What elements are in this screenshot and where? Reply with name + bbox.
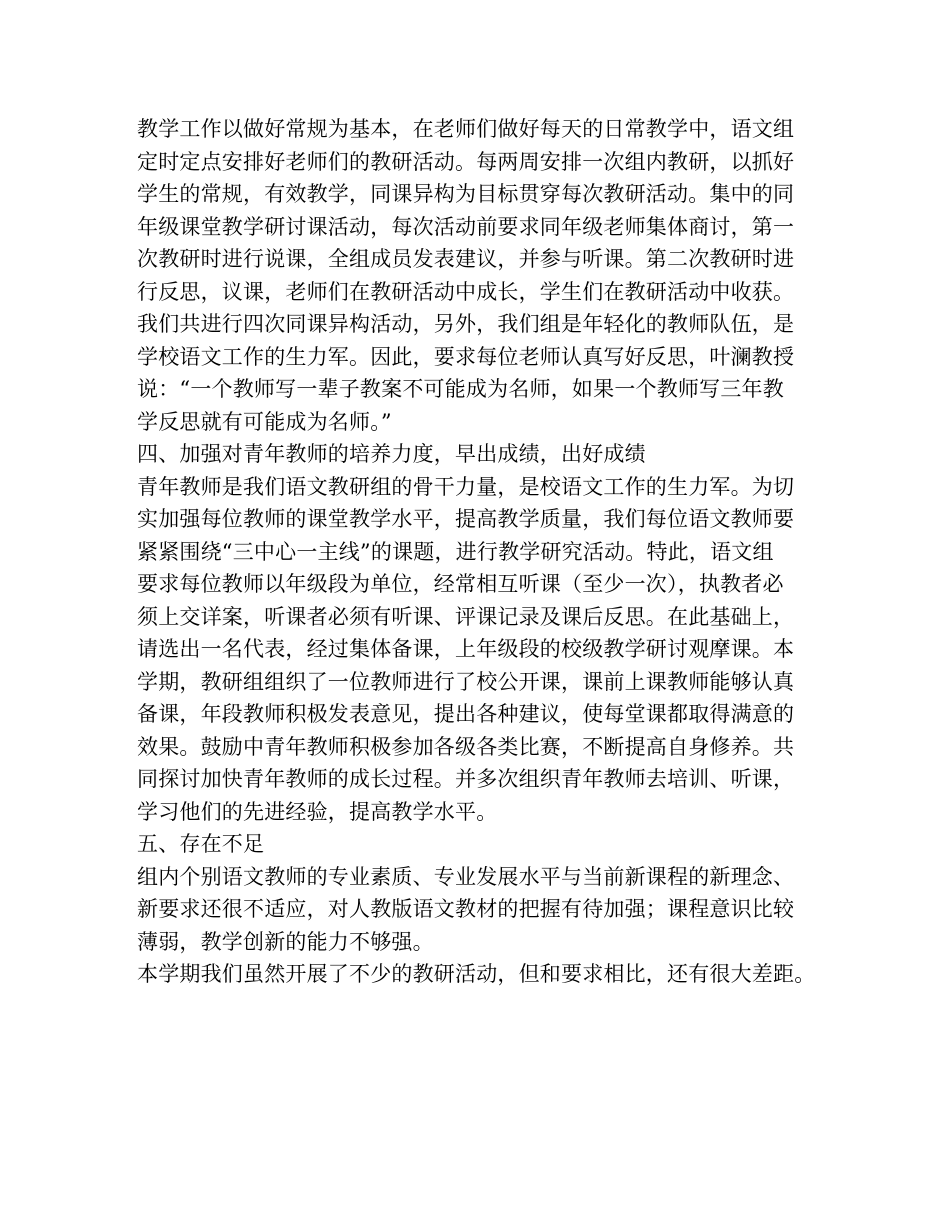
text-line-13: 实加强每位教师的课堂教学水平，提高教学质量，我们每位语文教师要	[137, 507, 795, 531]
document-body	[137, 113, 827, 991]
text-line-5: 次教研时进行说课，全组成员发表建议，并参与听课。第二次教研时进	[137, 247, 795, 271]
text-line-15: 要求每位教师以年级段为单位，经常相互听课（至少一次），执教者必	[137, 572, 784, 596]
text-line-24: 组内个别语文教师的专业素质、专业发展水平与当前新课程的新理念、	[137, 864, 795, 889]
text-line-22: 学习他们的先进经验，提高教学水平。	[137, 799, 498, 824]
text-line-25: 新要求还很不适应，对人教版语文教材的把握有待加强；课程意识比较	[137, 897, 795, 921]
text-line-21: 同探讨加快青年教师的成长过程。并多次组织青年教师去培训、听课，	[137, 767, 795, 791]
text-line-18: 学期，教研组组织了一位教师进行了校公开课，课前上课教师能够认真	[137, 669, 795, 694]
section-heading-4: 四、加强对青年教师的培养力度，早出成绩，出好成绩	[137, 442, 646, 466]
text-line-1: 教学工作以做好常规为基本，在老师们做好每天的日常教学中，语文组	[137, 117, 795, 141]
text-line-26: 薄弱，教学创新的能力不够强。	[137, 929, 434, 954]
text-line-14: 紧紧围绕“三中心一主线”的课题，进行教学研究活动。特此，语文组	[137, 539, 774, 564]
text-line-10: 学反思就有可能成为名师。”	[137, 409, 392, 434]
text-line-3: 学生的常规，有效教学，同课异构为目标贯穿每次教研活动。集中的同	[137, 182, 795, 206]
text-line-27: 本学期我们虽然开展了不少的教研活动，但和要求相比，还有很大差距。	[137, 962, 816, 986]
text-line-12: 青年教师是我们语文教研组的骨干力量，是校语文工作的生力军。为切	[137, 474, 795, 499]
text-line-2: 定时定点安排好老师们的教研活动。每两周安排一次组内教研，以抓好	[137, 149, 795, 174]
section-heading-5: 五、存在不足	[137, 832, 265, 856]
text-line-7: 我们共进行四次同课异构活动，另外，我们组是年轻化的教师队伍，是	[137, 312, 795, 336]
text-line-17: 请选出一名代表，经过集体备课，上年级段的校级教学研讨观摩课。本	[137, 637, 795, 661]
text-line-4: 年级课堂教学研讨课活动，每次活动前要求同年级老师集体商讨，第一	[137, 214, 795, 239]
text-line-16: 须上交详案，听课者必须有听课、评课记录及课后反思。在此基础上，	[137, 604, 795, 629]
text-line-20: 效果。鼓励中青年教师积极参加各级各类比赛，不断提高自身修养。共	[137, 734, 795, 759]
text-line-8: 学校语文工作的生力军。因此，要求每位老师认真写好反思，叶澜教授	[137, 344, 795, 369]
text-line-19: 备课，年段教师积极发表意见，提出各种建议，使每堂课都取得满意的	[137, 702, 795, 726]
text-line-6: 行反思，议课，老师们在教研活动中成长，学生们在教研活动中收获。	[137, 279, 795, 304]
text-line-9: 说：“一个教师写一辈子教案不可能成为名师，如果一个教师写三年教	[137, 377, 784, 401]
